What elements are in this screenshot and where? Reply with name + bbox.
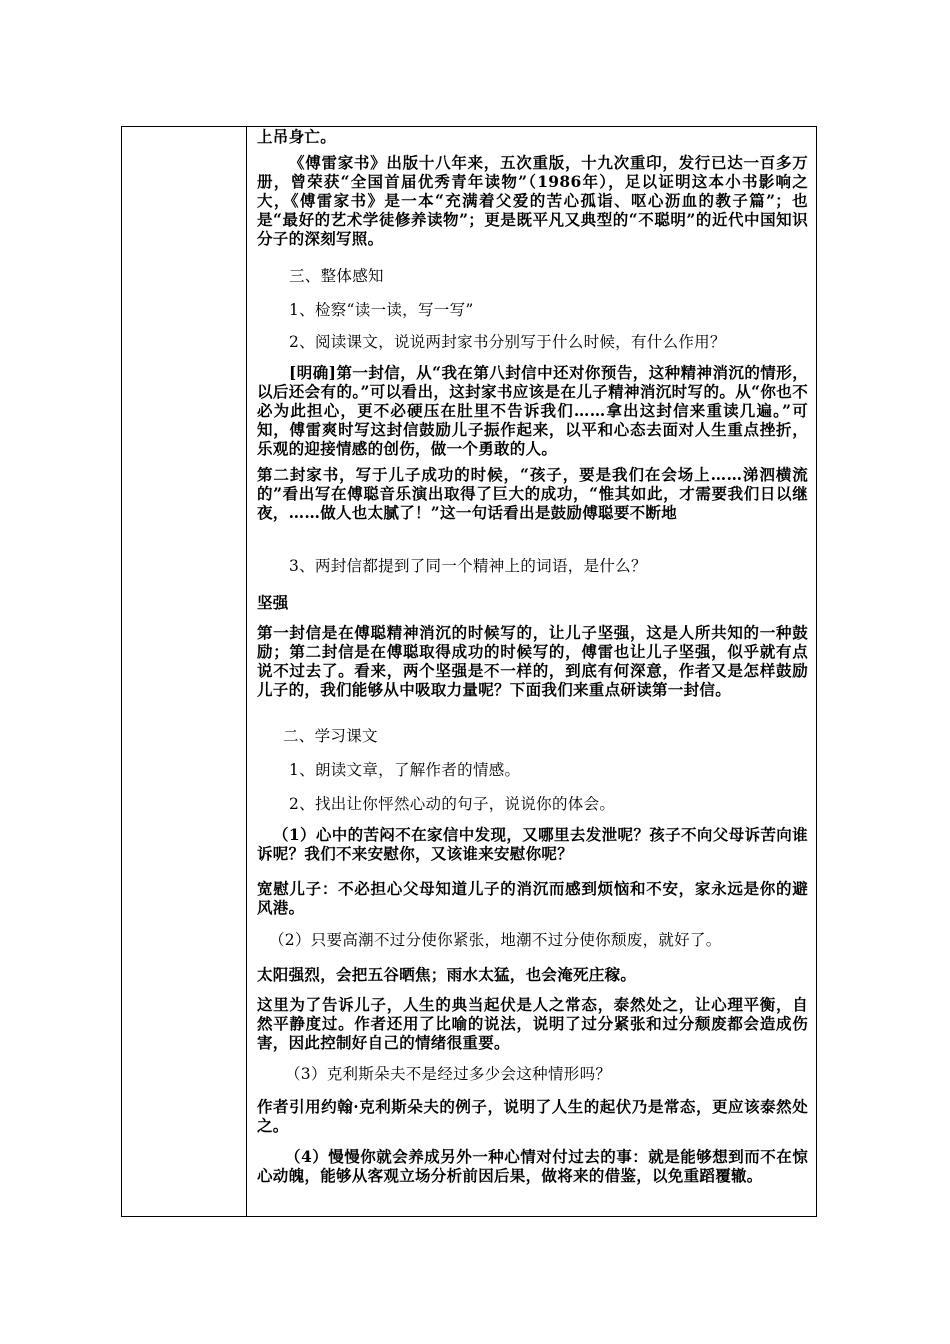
paragraph-1: 上吊身亡。 [257,127,337,146]
paragraph-8: 坚强 [257,593,289,612]
paragraph-18: 作者引用约翰·克利斯朵夫的例子，说明了人生的起伏乃是常态，更应该泰然处之。 [257,1097,808,1135]
paragraph-12: （1）心中的苦闷不在家信中发现，又哪里去发泄呢？孩子不向父母诉苦向谁诉呢？我们不来安慰你，又该谁来安慰你呢？ [257,825,808,863]
paragraph-14: （2）只要高潮不过分使你紧张，地潮不过分使你颓废，就好了。 [269,931,722,949]
section-heading-overall: 三、整体感知 [289,267,384,285]
paragraph-17: （3）克利斯朵夫不是经过多少会这种情形吗？ [285,1065,612,1083]
paragraph-19: （4）慢慢你就会养成另外一种心情对付过去的事：就是能够想到而不在惊心动魄，能够从客观立场分析前因后果，做将来的借鉴，以免重蹈覆辙。 [257,1147,808,1185]
paragraph-15: 太阳强烈，会把五谷晒焦；雨水太猛，也会淹死庄稼。 [257,965,637,984]
paragraph-13: 宽慰儿子：不必担心父母知道儿子的消沉而感到烦恼和不安，家永远是你的避风港。 [257,879,808,917]
paragraph-16: 这里为了告诉儿子，人生的典当起伏是人之常态，泰然处之，让心理平衡，自然平静度过。作者还用了比喻的说法，说明了过分紧张和过分颓废都会造成伤害，因此控制好自己的情绪很重要。 [257,995,808,1052]
paragraph-6: 第二封家书，写于儿子成功的时候，“孩子，要是我们在会场上……涕泗横流的”看出写在傅聪音乐演出取得了巨大的成功，“惟其如此，才需要我们日以继夜，……做人也太腻了！”这一句话看出是鼓励傅聪要不断地 [257,465,808,522]
paragraph-10: 1、朗读文章，了解作者的情感。 [289,761,521,779]
section-heading-study: 二、学习课文 [283,727,378,745]
paragraph-11: 2、找出让你怦然心动的句子，说说你的体会。 [289,795,616,813]
lesson-table [121,126,817,1217]
left-column-cell [122,127,247,1216]
right-column-cell [247,127,816,1216]
paragraph-5: [明确]第一封信，从“我在第八封信中还对你预告，这种精神消沉的情形，以后还会有的。”可以看出，这封家书应该是在儿子精神消沉时写的。从“你也不必为此担心，更不必硬压在肚里不告诉我们……拿出这封信来重读几遍。”可知，傅雷爽时写这封信鼓励儿子振作起来，以平和心态去面对人生重点挫折，乐观的迎接情感的创伤，做一个勇敢的人。 [257,363,808,458]
paragraph-7: 3、两封信都提到了同一个精神上的词语，是什么？ [289,557,647,575]
paragraph-4: 2、阅读课文，说说两封家书分别写于什么时候，有什么作用？ [289,333,726,351]
paragraph-3: 1、检察“读一读，写一写” [289,301,474,319]
paragraph-9: 第一封信是在傅聪精神消沉的时候写的，让儿子坚强，这是人所共知的一种鼓励；第二封信是在傅聪取得成功的时候写的，傅雷也让儿子坚强，似乎就有点说不过去了。看来，两个坚强是不一样的，到底有何深意，作者又是怎样鼓励儿子的，我们能够从中吸取力量呢？下面我们来重点研读第一封信。 [257,623,808,699]
paragraph-2: 《傅雷家书》出版十八年来，五次重版，十九次重印，发行已达一百多万册，曾荣获“全国首届优秀青年读物”（1986年），足以证明这本小书影响之大，《傅雷家书》是一本“充满着父爱的苦心孤诣、呕心沥血的教子篇”；也是“最好的艺术学徒修养读物”；更是既平凡又典型的“不聪明”的近代中国知识分子的深刻写照。 [257,153,808,248]
